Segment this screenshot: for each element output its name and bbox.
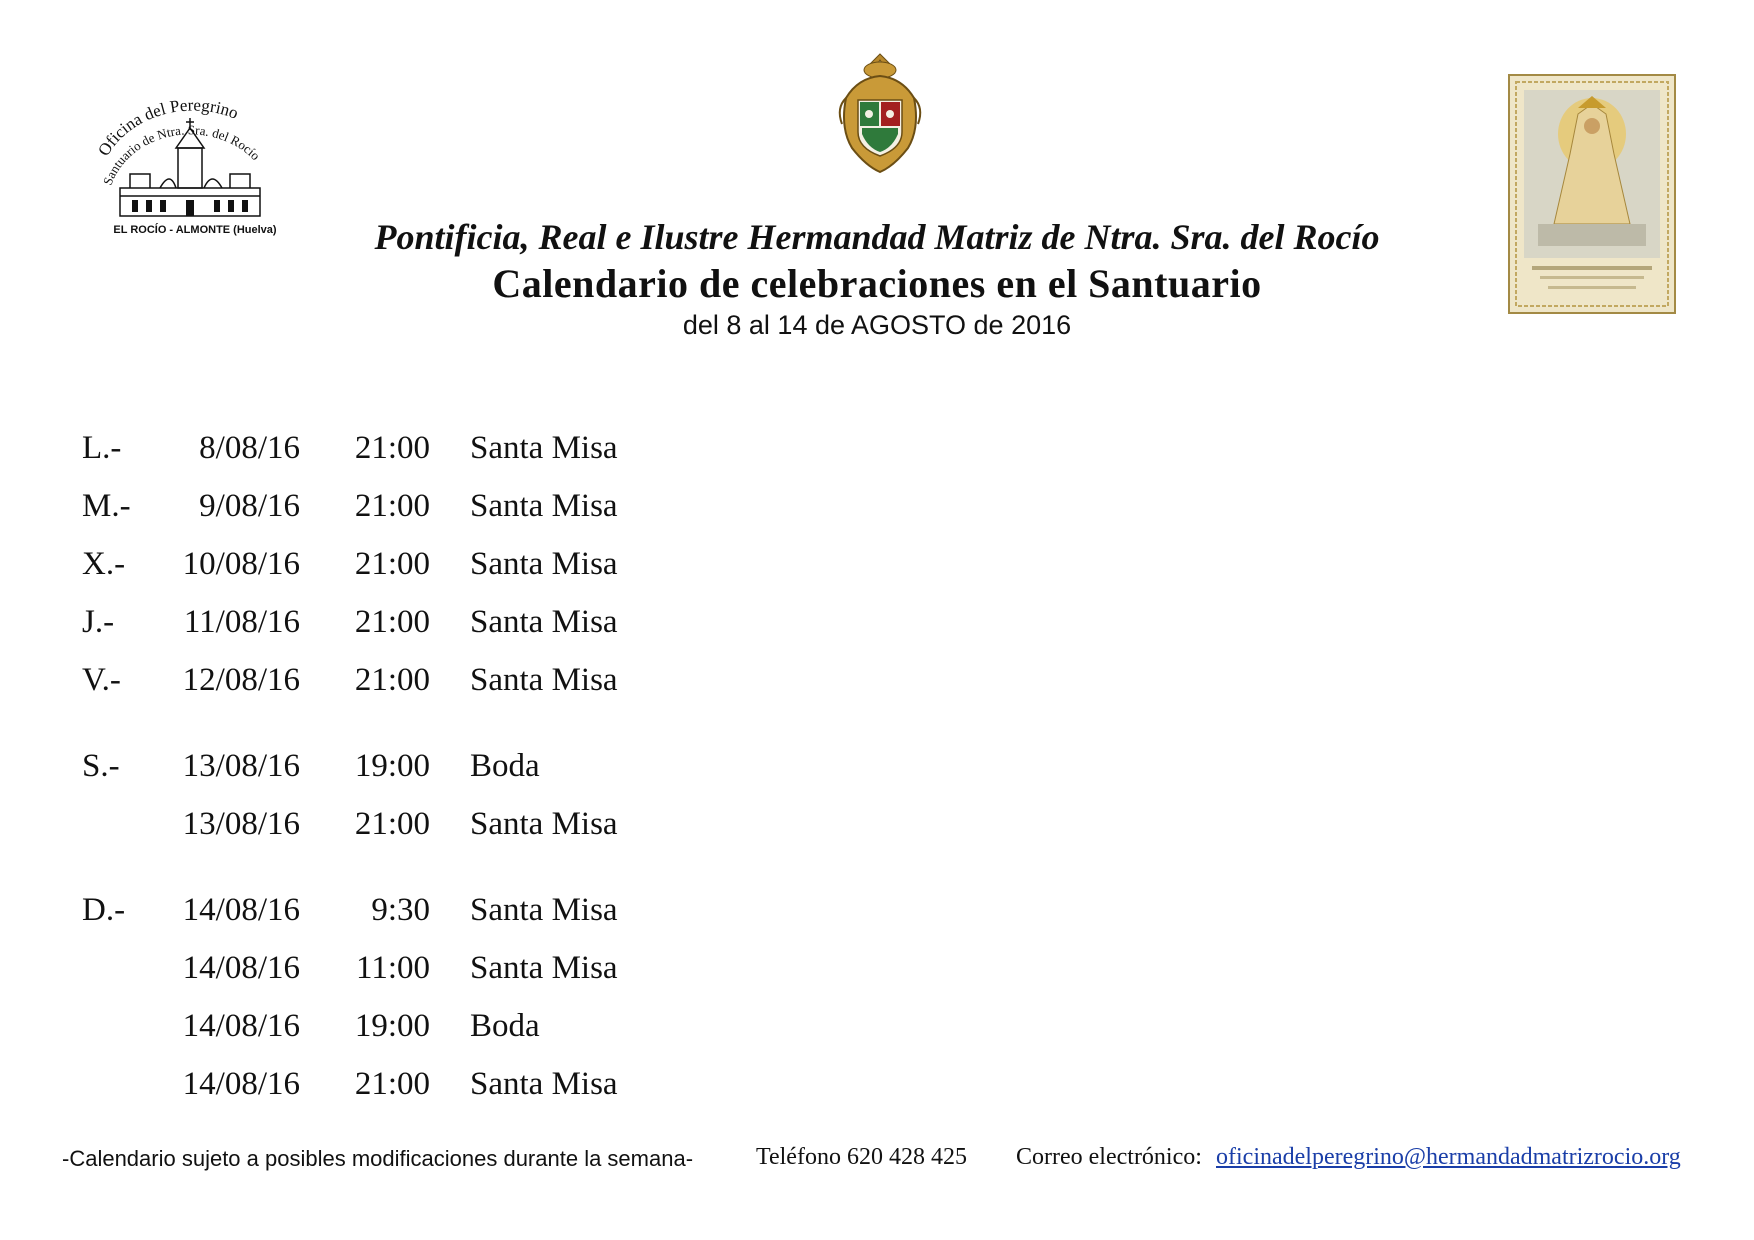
phone-number: Teléfono 620 428 425: [756, 1144, 967, 1170]
event: Boda: [470, 748, 540, 784]
date: 13/08/16: [182, 806, 300, 842]
time: 21:00: [354, 662, 430, 698]
event: Boda: [470, 1008, 540, 1044]
schedule-row: [0, 544, 1754, 584]
seal-text-top: Oficina del Peregrino: [94, 95, 242, 160]
time: 21:00: [354, 1066, 430, 1102]
event: Santa Misa: [470, 1066, 618, 1102]
event: Santa Misa: [470, 662, 618, 698]
email-link[interactable]: oficinadelperegrino@hermandadmatrizrocio.org: [1216, 1144, 1681, 1170]
date: 14/08/16: [182, 892, 300, 928]
time: 11:00: [356, 950, 430, 986]
schedule-row: [0, 428, 1754, 468]
time: 21:00: [354, 546, 430, 582]
schedule-disclaimer: -Calendario sujeto a posibles modificaciones durante la semana-: [62, 1146, 694, 1171]
seal-text-bottom: EL ROCÍO - ALMONTE (Huelva): [113, 224, 277, 236]
date: 13/08/16: [182, 748, 300, 784]
date: 14/08/16: [182, 1066, 300, 1102]
date: 11/08/16: [183, 604, 300, 640]
time: 21:00: [354, 806, 430, 842]
schedule-row: [0, 1006, 1754, 1046]
time: 9:30: [371, 892, 430, 928]
schedule-row: [0, 660, 1754, 700]
seal-text-arc: Santuario de Ntra. Sra. del Rocío: [99, 122, 264, 188]
schedule-row: [0, 746, 1754, 786]
event: Santa Misa: [470, 430, 618, 466]
date-range-subtitle: del 8 al 14 de AGOSTO de 2016: [682, 310, 1072, 340]
schedule-row: [0, 1064, 1754, 1104]
event: Santa Misa: [470, 488, 618, 524]
email-label: Correo electrónico:: [1016, 1144, 1202, 1170]
event: Santa Misa: [470, 892, 618, 928]
day-abbrev: S.-: [82, 748, 120, 784]
day-abbrev: L.-: [82, 430, 122, 466]
schedule-row: [0, 804, 1754, 844]
day-abbrev: X.-: [82, 546, 126, 582]
schedule-row: [0, 948, 1754, 988]
date: 10/08/16: [182, 546, 300, 582]
time: 19:00: [354, 748, 430, 784]
date: 14/08/16: [182, 950, 300, 986]
day-abbrev: D.-: [82, 892, 126, 928]
page-title: Calendario de celebraciones en el Santuario: [492, 261, 1262, 306]
time: 21:00: [354, 488, 430, 524]
time: 19:00: [354, 1008, 430, 1044]
date: 12/08/16: [182, 662, 300, 698]
time: 21:00: [354, 604, 430, 640]
event: Santa Misa: [470, 950, 618, 986]
schedule-row: [0, 486, 1754, 526]
event: Santa Misa: [470, 806, 618, 842]
date: 8/08/16: [199, 430, 300, 466]
day-abbrev: J.-: [82, 604, 115, 640]
organization-title: Pontificia, Real e Ilustre Hermandad Matriz de Ntra. Sra. del Rocío: [374, 217, 1380, 257]
schedule-row: [0, 602, 1754, 642]
event: Santa Misa: [470, 546, 618, 582]
date: 14/08/16: [182, 1008, 300, 1044]
schedule-row: [0, 890, 1754, 930]
day-abbrev: V.-: [82, 662, 121, 698]
event: Santa Misa: [470, 604, 618, 640]
day-abbrev: M.-: [82, 488, 131, 524]
time: 21:00: [354, 430, 430, 466]
date: 9/08/16: [199, 488, 300, 524]
